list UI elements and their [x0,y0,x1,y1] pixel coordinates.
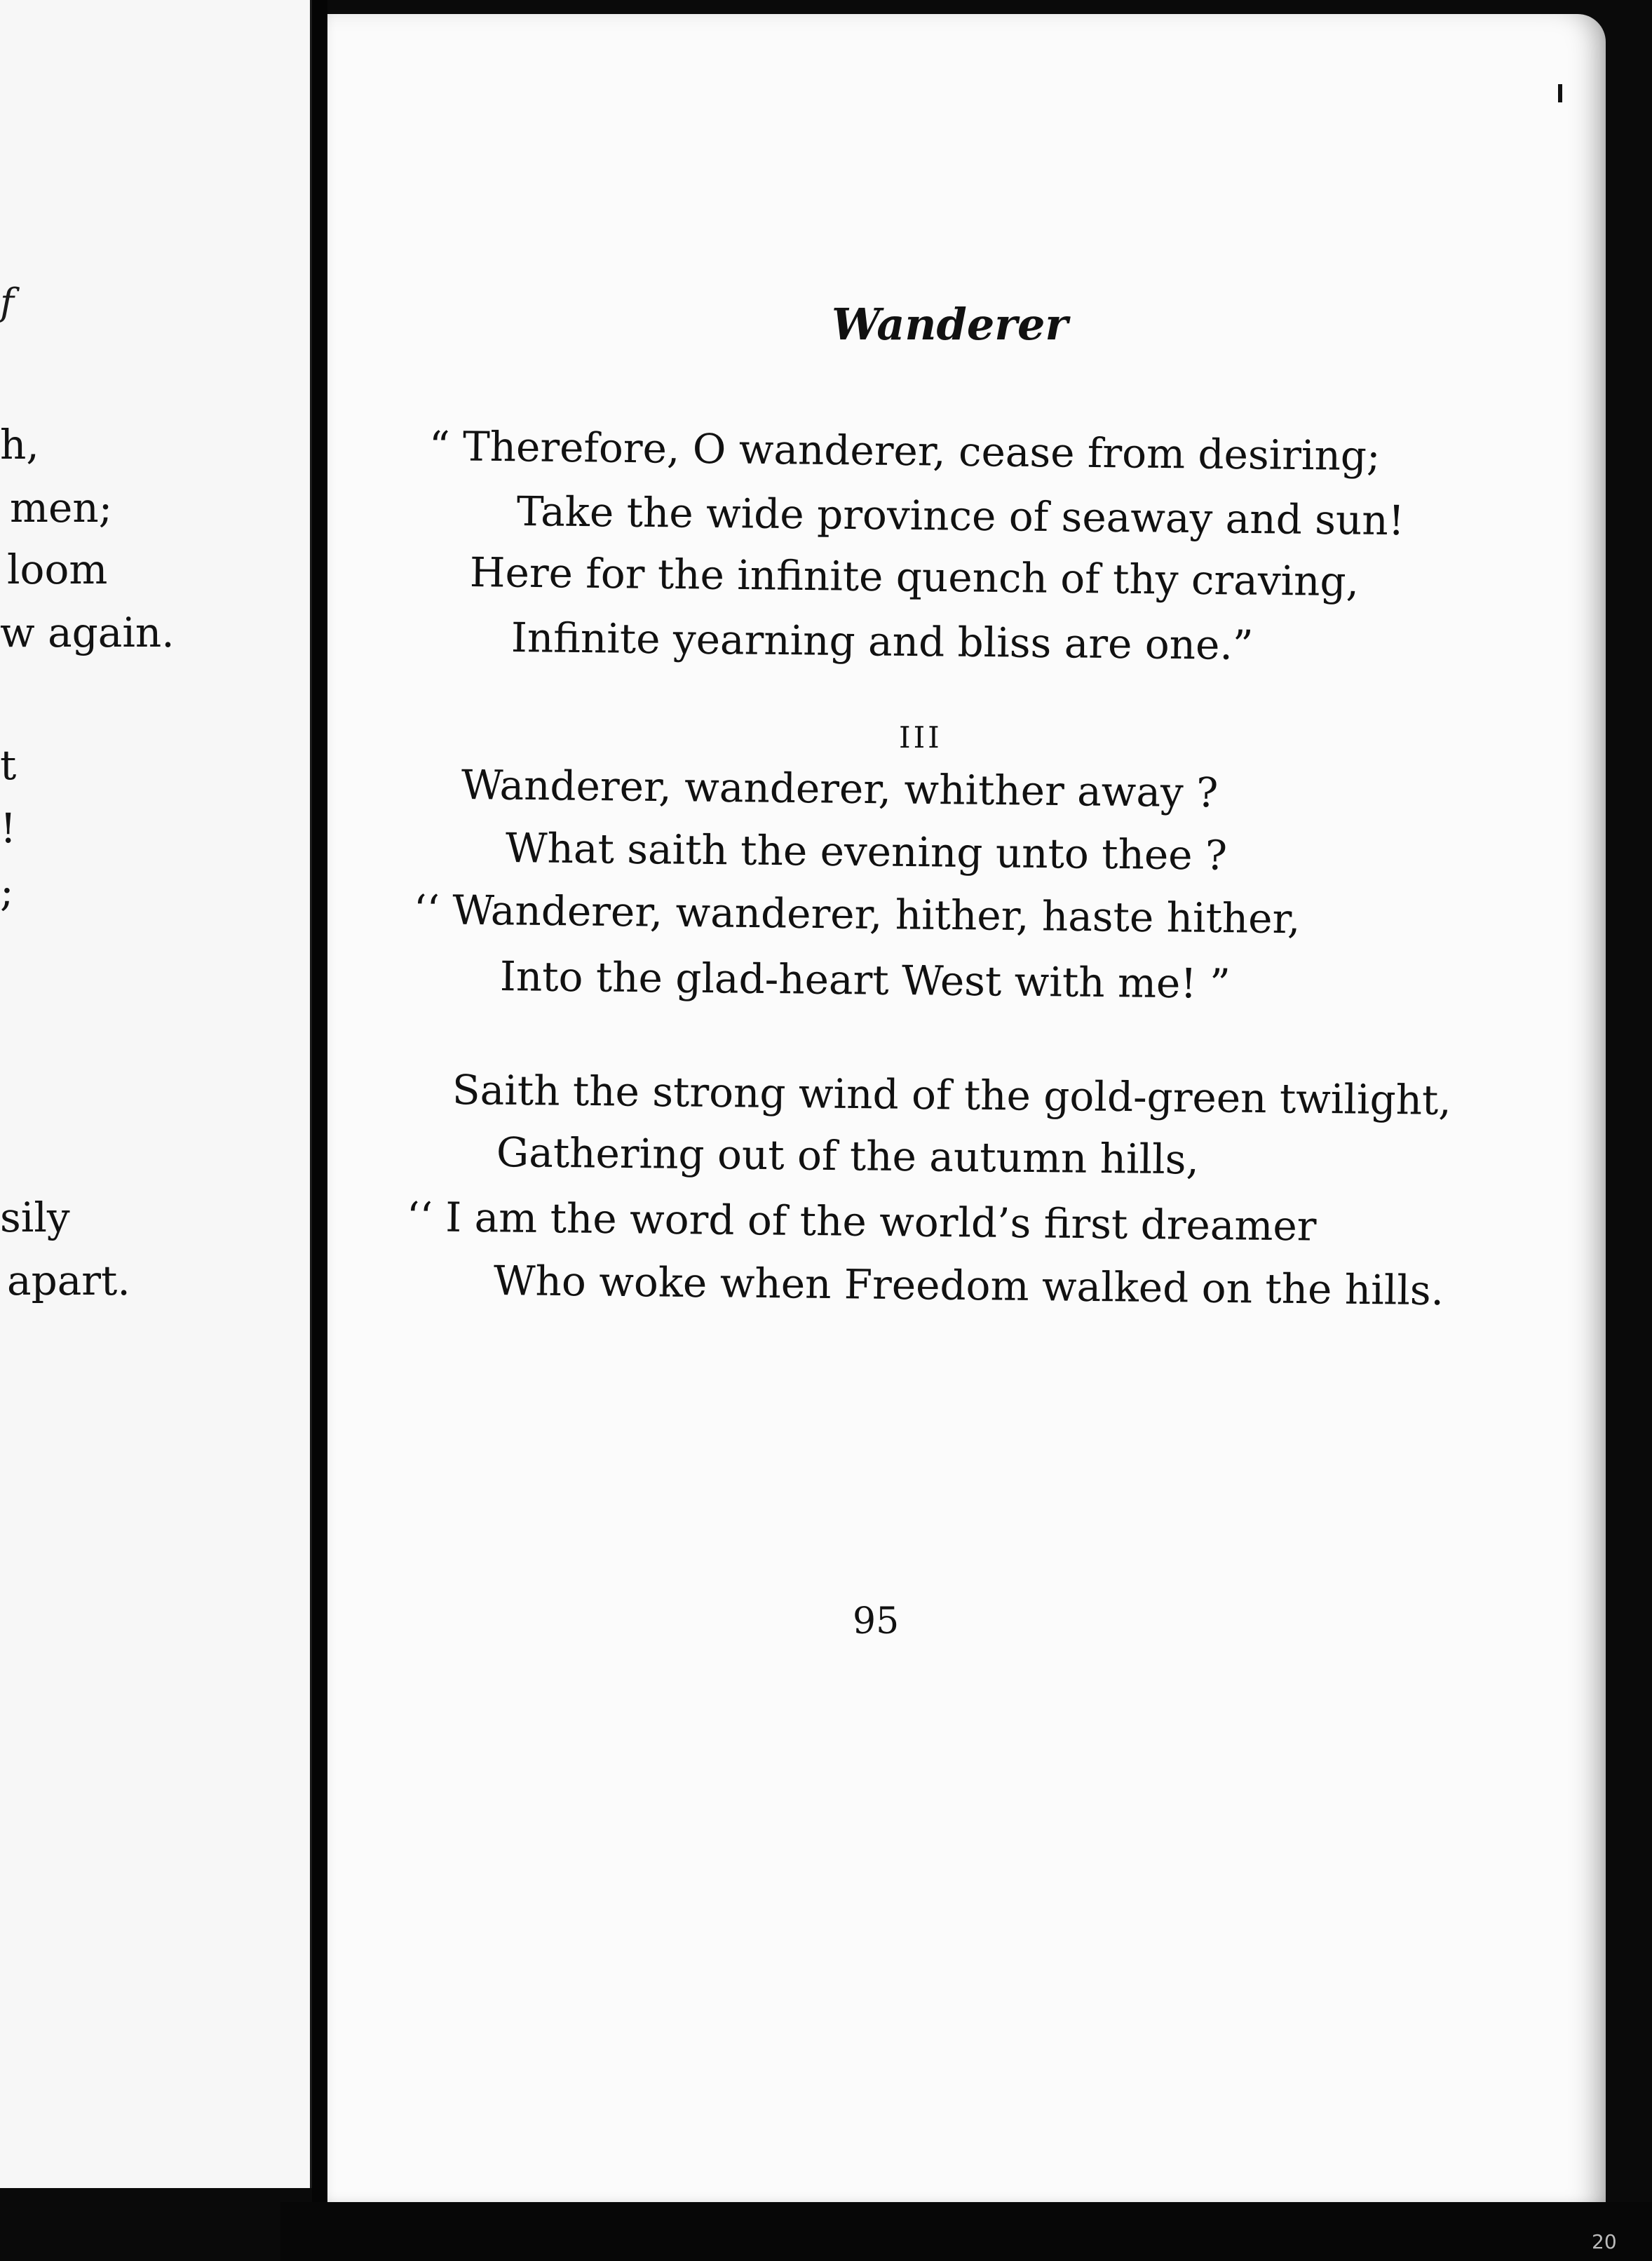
page-number: 95 [853,1600,900,1642]
edge-speck [1558,84,1562,102]
running-title: Wanderer [832,299,1069,350]
verse-line: Into the glad-heart West with me! ” [499,952,1231,1008]
verse-line: Saith the strong wind of the gold-green twilight, [452,1066,1452,1124]
left-fragment: men; [10,484,113,532]
corner-mark: 20 [1592,2230,1617,2253]
verse-line: Who woke when Freedom walked on the hills. [493,1257,1444,1315]
left-fragment: loom [7,546,108,593]
left-fragment: w again. [0,609,175,656]
left-fragment: h, [0,421,39,468]
verse-line: ‘‘ Wanderer, wanderer, hither, haste hither, [413,886,1301,943]
left-fragment: apart. [7,1257,130,1304]
page-bottom-shadow [280,2202,1652,2261]
left-fragment: ! [0,804,17,852]
verse-line: What saith the evening unto thee ? [505,824,1228,879]
left-fragment: ; [0,868,14,915]
section-number: III [899,720,942,755]
verse-line: Take the wide province of seaway and sun! [516,487,1405,545]
left-fragment: sily [0,1194,70,1241]
left-page-mark: ƒ [0,281,14,325]
verse-line: “ Therefore, O wanderer, cease from desiring; [428,422,1381,480]
book-gutter [312,0,327,2261]
verse-line: Gathering out of the autumn hills, [496,1128,1200,1184]
verse-line: Here for the infinite quench of thy craving, [469,548,1360,606]
verse-line: Infinite yearning and bliss are one.” [510,614,1254,670]
verse-line: ‘‘ I am the word of the world’s first dreamer [406,1193,1317,1250]
verse-line: Wanderer, wanderer, whither away ? [461,761,1219,817]
left-fragment: t [0,741,17,789]
left-page [0,0,312,2188]
